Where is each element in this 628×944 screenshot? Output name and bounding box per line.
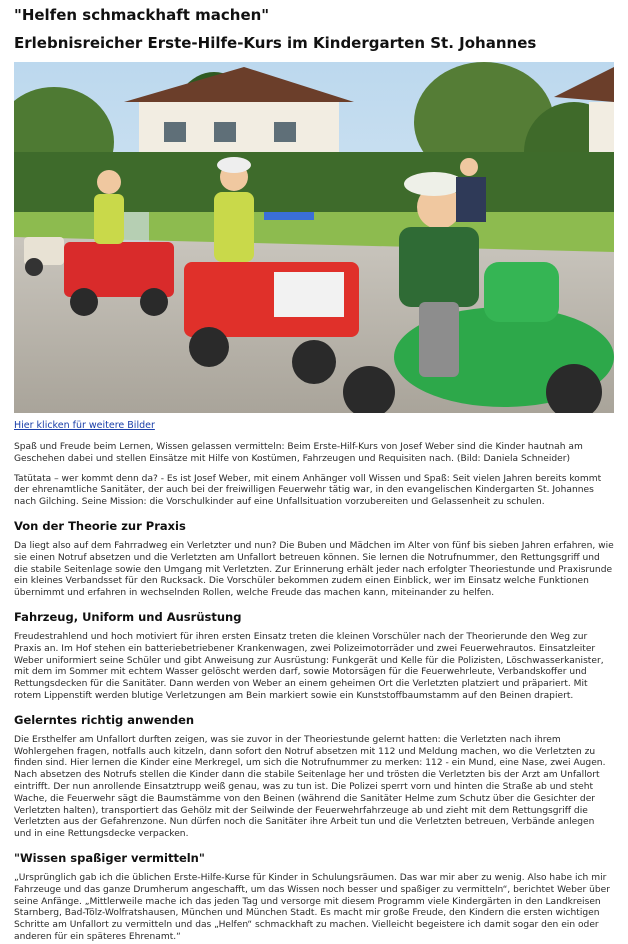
section-heading-apply: Gelerntes richtig anwenden	[14, 712, 195, 727]
photo-caption: Spaß und Freude beim Lernen, Wissen gelassen vermitteln: Beim Erste-Hilf-Kurs von Josef Weber sind die Kinder hautnah am Geschehen dabei und stellen Einsätze mit Hilfe von Kostümen, Fahrzeugen und Requisiten nach. (Bild: Daniela Schneider)	[14, 442, 583, 464]
intro-paragraph: Tatütata – wer kommt denn da? - Es ist Josef Weber, mit einem Anhänger voll Wissen und Spaß: Seit vielen Jahren bereits kommt der ehrenamtliche Sanitäter, der auch bei der freiwilligen Feuerwehr tätig war, in den evangelischen Kindergarten St. Johannes nach Gilching. Seine Mission: die Vorschulkinder auf eine Unfallsituation vorzubereiten und Gelassenheit zu schulen.	[14, 473, 602, 508]
section-text-equipment: Freudestrahlend und hoch motiviert für ihren ersten Einsatz treten die kleinen Vorschüler nach der Theorierunde den Weg zur Praxis an. Im Hof stehen ein batteriebetriebener Krankenwagen, zwei Polizeimotorräder und zwei Feuerwehrautos. Einsatzleiter Weber uniformiert seine Schüler und gibt Anweisung zur Ausrüstung: Funkgerät und Kelle für die Polizisten, Löschwasserkanister, mit dem im Sommer mit echtem Wasser gelöscht werden darf, sowie Motorsägen für die Feuerwehrleute, Verbandskoffer und Rettungsdecken für die Sanitäter. Dann werden von Weber an einem geheimen Ort die Verletzten platziert und präpariert. Mit rotem Lippenstift werden blutige Verletzungen am Bein markiert sowie ein Kunststoffbaumstamm auf den Beinen drapiert.	[14, 631, 604, 701]
section-text-quote: „Ursprünglich gab ich die üblichen Erste-Hilfe-Kurse für Kinder in Schulungsräumen. Das war mir aber zu wenig. Also habe ich mir Fahrzeuge und das ganze Drumherum angeschafft, um das Wissen noch besser und spaßiger zu vermitteln“, berichtet Weber über seine Anfänge. „Mittlerweile mache ich das jeden Tag und versorge mit diesem Programm viele Kindergärten in den Landkreisen Starnberg, Bad-Tölz-Wolfratshausen, München und München Stadt. Es macht mir große Freude, den Kindern die ersten wichtigen Schritte am Unfallort zu vermitteln und das „Helfen“ schmackhaft zu machen. Vielleicht begeistere ich damit sogar den ein oder anderen für ein späteres Ehrenamt.“	[14, 872, 610, 942]
article-title: Erlebnisreicher Erste-Hilfe-Kurs im Kindergarten St. Johannes	[14, 34, 537, 52]
section-heading-theory: Von der Theorie zur Praxis	[14, 518, 186, 533]
article-photo[interactable]	[14, 62, 614, 413]
section-text-theory: Da liegt also auf dem Fahrradweg ein Verletzter und nun? Die Buben und Mädchen im Alter von fünf bis sieben Jahren erfahren, wie sie einen Notruf absetzen und die Verletzten am Unfallort betreuen können. Sie lernen die Notrufnummer, den Rettungsgriff und die stabile Seitenlage sowie den Umgang mit Verletzten. Zur Erinnerung erhält jeder nach erfolgter Theoriestunde und Praxisrunde ein kleines Verbandsset für den Rucksack. Die Vorschüler bekommen zudem einen Einblick, wer im Einsatz welche Funktionen übernimmt und erfahren in wechselnden Rollen, welche Freude das machen kann, miteinander zu helfen.	[14, 540, 614, 599]
photo-illustration	[14, 62, 614, 413]
more-images-link[interactable]: Hier klicken für weitere Bilder	[14, 420, 155, 431]
article	[14, 0, 614, 944]
section-heading-equipment: Fahrzeug, Uniform und Ausrüstung	[14, 609, 242, 624]
section-text-apply: Die Ersthelfer am Unfallort durften zeigen, was sie zuvor in der Theoriestunde gelernt hatten: die Verletzten nach ihrem Wohlergehen fragen, notfalls auch kitzeln, dann sofort den Notruf absetzen mit 112 und Meldung machen, wo die Verletzten zu finden sind. Hier lernen die Kinder eine Merkregel, um sich die Notrufnummer zu merken: 112 - ein Mund, eine Nase, zwei Augen. Nach absetzen des Notrufs stellen die Kinder dann die stabile Seitenlage her und trösten die Verletzten bis der Arzt am Unfallort eintrifft. Der nun anrollende Einsatztrupp weiß genau, was zu tun ist. Die Polizei sperrt vorn und hinten die Straße ab und steht Wache, die Feuerwehr sägt die Baumstämme von den Beinen (während die Sanitäter Helme zum Schutz über die Gesichter der Verletzten halten), transportiert das Gehölz mit der Seilwinde der Feuerwehrfahrzeuge ab und zieht mit dem Rettungsgriff die Verletzten aus der Gefahrenzone. Nun dürfen noch die Sanitäter ihre Arbeit tun und die Verletzten betreuen, Verbände anlegen und in eine Rettungsdecke verpacken.	[14, 734, 606, 840]
section-heading-quote: "Wissen spaßiger vermitteln"	[14, 850, 205, 865]
article-kicker: "Helfen schmackhaft machen"	[14, 6, 270, 24]
